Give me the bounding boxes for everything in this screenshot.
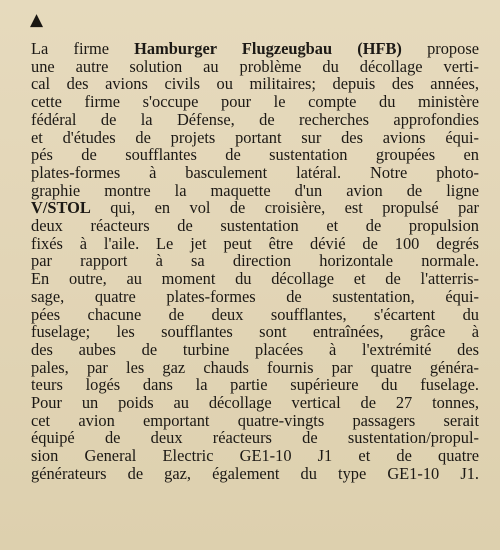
caption-line-20: teurs logés dans la partie supérieure du fuselage. bbox=[31, 375, 479, 395]
triangle-marker-icon: ▲ bbox=[30, 10, 44, 30]
caption-line-13: par rapport à sa direction horizontale normale. bbox=[31, 251, 479, 271]
caption-line-19: pales, par les gaz chauds fournis par quatre généra- bbox=[31, 357, 479, 377]
caption-line-23: équipé de deux réacteurs de sustentation/propul- bbox=[31, 428, 479, 448]
caption-line-6: et d'études de projets portant sur des avions équi- bbox=[31, 127, 479, 147]
caption-line-9: graphie montre la maquette d'un avion de ligne bbox=[31, 180, 479, 200]
caption-line-15: sage, quatre plates-formes de sustentation, équi- bbox=[31, 286, 479, 306]
caption-line-12: fixés à l'aile. Le jet peut être dévié de 100 degrés bbox=[31, 233, 479, 253]
caption-line-1: La firme Hamburger Flugzeugbau (HFB) propose bbox=[31, 39, 479, 58]
firm-name: Hamburger Flugzeugbau (HFB) bbox=[134, 39, 402, 58]
caption-line-10: V/STOL qui, en vol de croisière, est propulsé par bbox=[31, 198, 479, 218]
caption-line-21: Pour un poids au décollage vertical de 27 tonnes, bbox=[31, 393, 479, 413]
caption-line-24: sion General Electric GE1-10 J1 et de quatre bbox=[31, 446, 479, 466]
caption-line-11: deux réacteurs de sustentation et de propulsion bbox=[31, 216, 479, 236]
caption-line-3: cal des avions civils ou militaires; depuis des années, bbox=[31, 74, 479, 94]
caption-line-14: En outre, au moment du décollage et de l'atterris- bbox=[31, 269, 479, 289]
caption-line-7: pés de soufflantes de sustentation groupées en bbox=[31, 145, 479, 165]
aircraft-type: V/STOL bbox=[31, 198, 91, 218]
caption-line-8: plates-formes à basculement latéral. Notre photo- bbox=[31, 162, 479, 182]
caption-line-5: fédéral de la Défense, de recherches approfondies bbox=[31, 109, 479, 129]
caption-line-17: fuselage; les soufflantes sont entraînées, grâce à bbox=[31, 322, 479, 342]
caption-line-25: générateurs de gaz, également du type GE1-10 J1. bbox=[31, 463, 479, 483]
caption-line-16: pées chacune de deux soufflantes, s'écartent du bbox=[31, 304, 479, 324]
caption-line-18: des aubes de turbine placées à l'extrémité des bbox=[31, 339, 479, 359]
photo-caption bbox=[31, 40, 479, 483]
caption-line-22: cet avion emportant quatre-vingts passagers serait bbox=[31, 410, 479, 430]
caption-line-2: une autre solution au problème du décollage verti- bbox=[31, 56, 479, 76]
caption-line-4: cette firme s'occupe pour le compte du ministère bbox=[31, 92, 479, 112]
